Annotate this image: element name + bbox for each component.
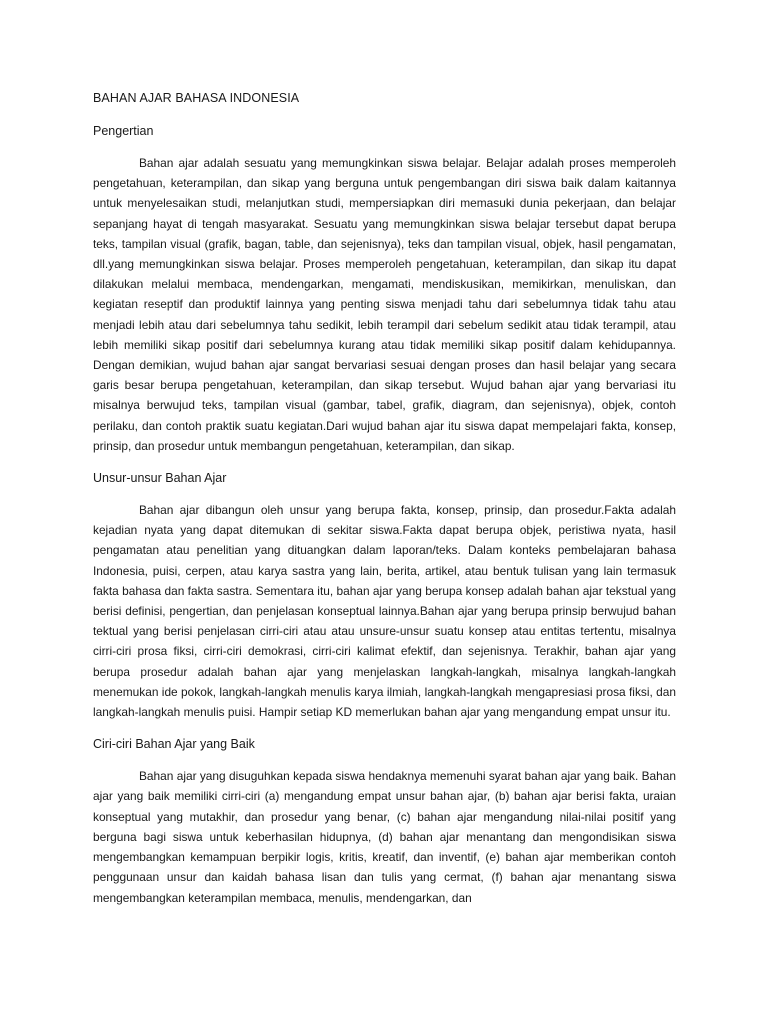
document-title: BAHAN AJAR BAHASA INDONESIA [93, 91, 300, 105]
section-paragraph-pengertian: Bahan ajar adalah sesuatu yang memungkinkan siswa belajar. Belajar adalah proses memperoleh pengetahuan, keterampilan, dan sikap yang berguna untuk pengembangan diri siswa baik dalam kaitannya untuk menyelesaikan studi, melanjutkan studi, mempersiapkan diri memasuki dunia pekerjaan, dan belajar sepanjang hayat di tengah masyarakat. Sesuatu yang memungkinkan siswa belajar tersebut dapat berupa teks, tampilan visual (grafik, bagan, table, dan sejenisnya), teks dan tampilan visual, objek, hasil pengamatan, dll.yang memungkinkan siswa belajar. Proses memperoleh pengetahuan, keterampilan, dan sikap itu dapat dilakukan melalui membaca, mendengarkan, mengamati, mendiskusikan, memikirkan, menuliskan, dan kegiatan reseptif dan produktif lainnya yang penting siswa menjadi tahu dari sebelumnya tidak tahu atau menjadi lebih atau dari sebelumnya tahu sedikit, lebih terampil dari sebelum sedikit atau tidak terampil, atau lebih memiliki sikap positif dari sebelumnya kurang atau tidak memiliki sikap positif dalam kehidupannya. Dengan demikian, wujud bahan ajar sangat bervariasi sesuai dengan proses dan hasil belajar yang secara garis besar berupa pengetahuan, keterampilan, dan sikap tersebut. Wujud bahan ajar yang bervariasi itu misalnya berwujud teks, tampilan visual (gambar, tabel, grafik, diagram, dan sejenisnya), objek, contoh perilaku, dan contoh praktik suatu kegiatan.Dari wujud bahan ajar itu siswa dapat mempelajari fakta, konsep, prinsip, dan prosedur untuk membangun pengetahuan, keterampilan, dan sikap. [93, 156, 676, 453]
section-heading-pengertian: Pengertian [93, 124, 154, 138]
section-heading-ciri: Ciri-ciri Bahan Ajar yang Baik [93, 737, 255, 752]
document-body [93, 88, 676, 908]
section-paragraph-ciri: Bahan ajar yang disuguhkan kepada siswa hendaknya memenuhi syarat bahan ajar yang baik. Bahan ajar yang baik memiliki cirri-ciri (a) mengandung empat unsur bahan ajar, (b) bahan ajar berisi fakta, uraian konseptual yang mutakhir, dan prosedur yang benar, (c) bahan ajar mengandung nilai-nilai positif yang berguna bagi siswa untuk keberhasilan hidupnya, (d) bahan ajar menantang dan mengondisikan siswa mengembangkan kemampuan berpikir logis, kritis, kreatif, dan inventif, (e) bahan ajar memberikan contoh penggunaan unsur dan kaidah bahasa lisan dan tulis yang cermat, (f) bahan ajar menantang siswa mengembangkan keterampilan membaca, menulis, mendengarkan, dan [93, 769, 676, 905]
section-heading-unsur: Unsur-unsur Bahan Ajar [93, 471, 227, 486]
section-paragraph-unsur: Bahan ajar dibangun oleh unsur yang berupa fakta, konsep, prinsip, dan prosedur.Fakta adalah kejadian nyata yang dapat ditemukan di sekitar siswa.Fakta dapat berupa objek, peristiwa nyata, hasil pengamatan atau penelitian yang dituangkan dalam laporan/teks. Dalam konteks pembelajaran bahasa Indonesia, puisi, cerpen, atau karya sastra yang lain, berita, artikel, atau bentuk tulisan yang lain termasuk fakta bahasa dan fakta sastra. Sementara itu, bahan ajar yang berupa konsep adalah bahan ajar tekstual yang berisi definisi, pengertian, dan penjelasan konseptual lainnya.Bahan ajar yang berupa prinsip berwujud bahan tektual yang berisi penjelasan cirri-ciri atau atau unsure-unsur suatu konsep atau entitas tertentu, misalnya cirri-ciri prosa fiksi, cirri-ciri demokrasi, cirri-ciri kalimat efektif, dan sejenisnya. Terakhir, bahan ajar yang berupa prosedur adalah bahan ajar yang menjelaskan langkah-langkah, misalnya langkah-langkah menemukan ide pokok, langkah-langkah menulis karya ilmiah, langkah-langkah mengapresiasi prosa fiksi, dan langkah-langkah menulis puisi. Hampir setiap KD memerlukan bahan ajar yang mengandung empat unsur itu. [93, 503, 676, 720]
